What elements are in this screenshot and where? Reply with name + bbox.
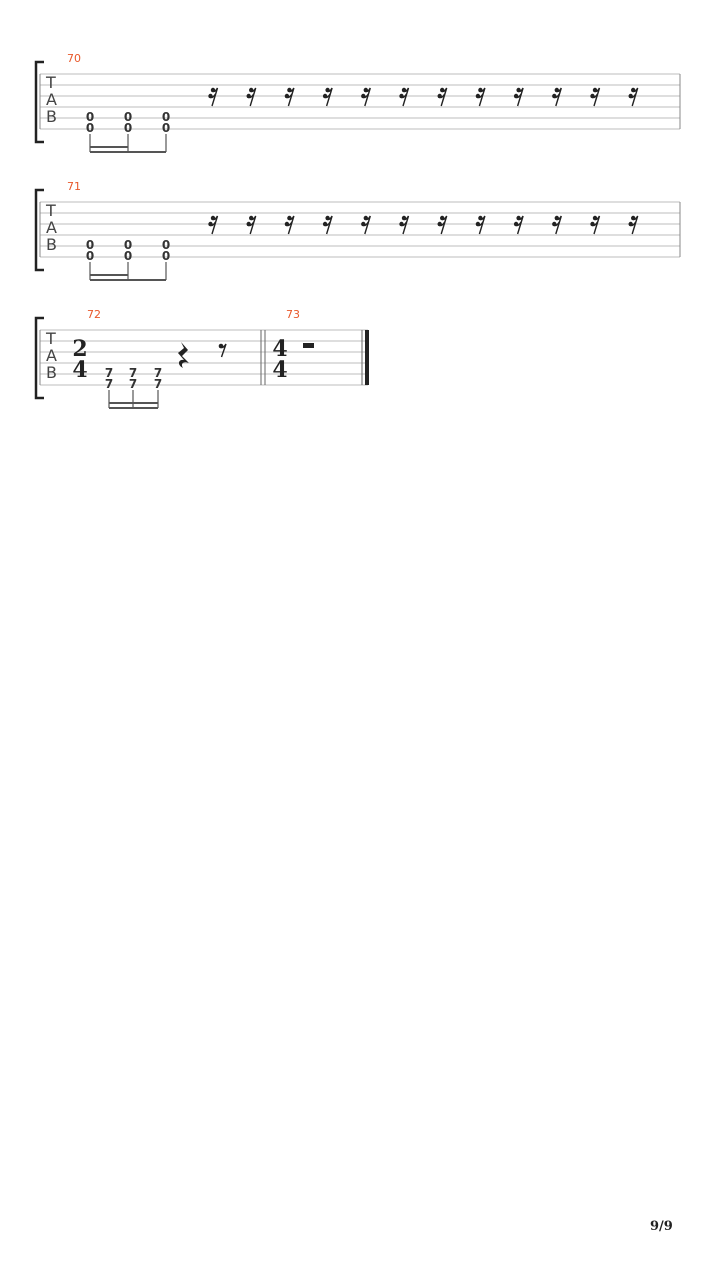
beam-secondary (90, 146, 128, 148)
fret-number: 0 (123, 110, 133, 124)
note-stems-beams (109, 390, 158, 408)
sixteenth-rest (590, 88, 599, 106)
beam-primary (90, 279, 166, 281)
tab-letter-b: B (46, 235, 57, 254)
fret-number: 7 (153, 377, 163, 391)
sixteenth-rest (323, 216, 332, 234)
tab-letter-b: B (46, 363, 57, 382)
sixteenth-rest (208, 216, 217, 234)
sixteenth-rest (629, 88, 638, 106)
measure-number: 70 (67, 52, 81, 65)
page-number: 9/9 (650, 1219, 673, 1234)
fret-number: 0 (123, 249, 133, 263)
sixteenth-rest (476, 88, 485, 106)
quarter-rest (178, 342, 189, 368)
tab-letter-t: T (46, 201, 56, 220)
fret-number: 7 (104, 366, 114, 380)
sixteenth-rest (285, 216, 294, 234)
fret-number: 0 (85, 249, 95, 263)
fret-number: 0 (85, 238, 95, 252)
time-signature-top: 4 (272, 336, 288, 362)
rest-row (208, 88, 637, 106)
sixteenth-rest (247, 88, 256, 106)
half-rest (303, 343, 314, 348)
tab-staff-lines (40, 330, 368, 385)
tab-letter-t: T (46, 73, 56, 92)
tab-letter-a: A (46, 346, 57, 365)
system-2 (36, 180, 680, 281)
system-3 (36, 308, 369, 409)
beam-secondary (109, 402, 158, 404)
tab-letter-t: T (46, 329, 56, 348)
sixteenth-rest (438, 216, 447, 234)
measure-number: 73 (286, 308, 300, 321)
time-signature-bottom: 4 (272, 357, 288, 383)
sixteenth-rest (399, 216, 408, 234)
sixteenth-rest (438, 88, 447, 106)
rest-row (208, 216, 637, 234)
eighth-rest (219, 344, 226, 357)
sixteenth-rest (361, 88, 370, 106)
tab-staff-lines (40, 202, 680, 257)
barline-final-thick (365, 330, 369, 385)
sixteenth-rest (361, 216, 370, 234)
sixteenth-rest (552, 88, 561, 106)
sixteenth-rest (552, 216, 561, 234)
note-stems-beams (90, 134, 166, 152)
sixteenth-rest (590, 216, 599, 234)
fret-number: 7 (128, 377, 138, 391)
fret-number: 7 (128, 366, 138, 380)
fret-number: 0 (161, 238, 171, 252)
sixteenth-rest (247, 216, 256, 234)
sixteenth-rest (285, 88, 294, 106)
beam-primary (90, 151, 166, 153)
tab-letter-a: A (46, 90, 57, 109)
note-stems-beams (90, 262, 166, 280)
beam-secondary (90, 274, 128, 276)
fret-number: 0 (161, 110, 171, 124)
fret-number: 0 (161, 121, 171, 135)
beam-primary (109, 407, 158, 409)
fret-number: 0 (161, 249, 171, 263)
time-signature-bottom: 4 (72, 357, 88, 383)
tab-staff-lines (40, 74, 680, 129)
sixteenth-rest (399, 88, 408, 106)
sixteenth-rest (208, 88, 217, 106)
sixteenth-rest (476, 216, 485, 234)
system-1 (36, 52, 680, 153)
measure-number: 72 (87, 308, 101, 321)
sixteenth-rest (323, 88, 332, 106)
measure-number: 71 (67, 180, 81, 193)
sixteenth-rest (629, 216, 638, 234)
fret-number: 0 (85, 110, 95, 124)
fret-number: 7 (104, 377, 114, 391)
time-signature-top: 2 (72, 336, 88, 362)
sixteenth-rest (514, 216, 523, 234)
fret-number: 0 (123, 238, 133, 252)
fret-number: 0 (85, 121, 95, 135)
tab-letter-a: A (46, 218, 57, 237)
fret-number: 7 (153, 366, 163, 380)
tab-letter-b: B (46, 107, 57, 126)
sixteenth-rest (514, 88, 523, 106)
fret-number: 0 (123, 121, 133, 135)
